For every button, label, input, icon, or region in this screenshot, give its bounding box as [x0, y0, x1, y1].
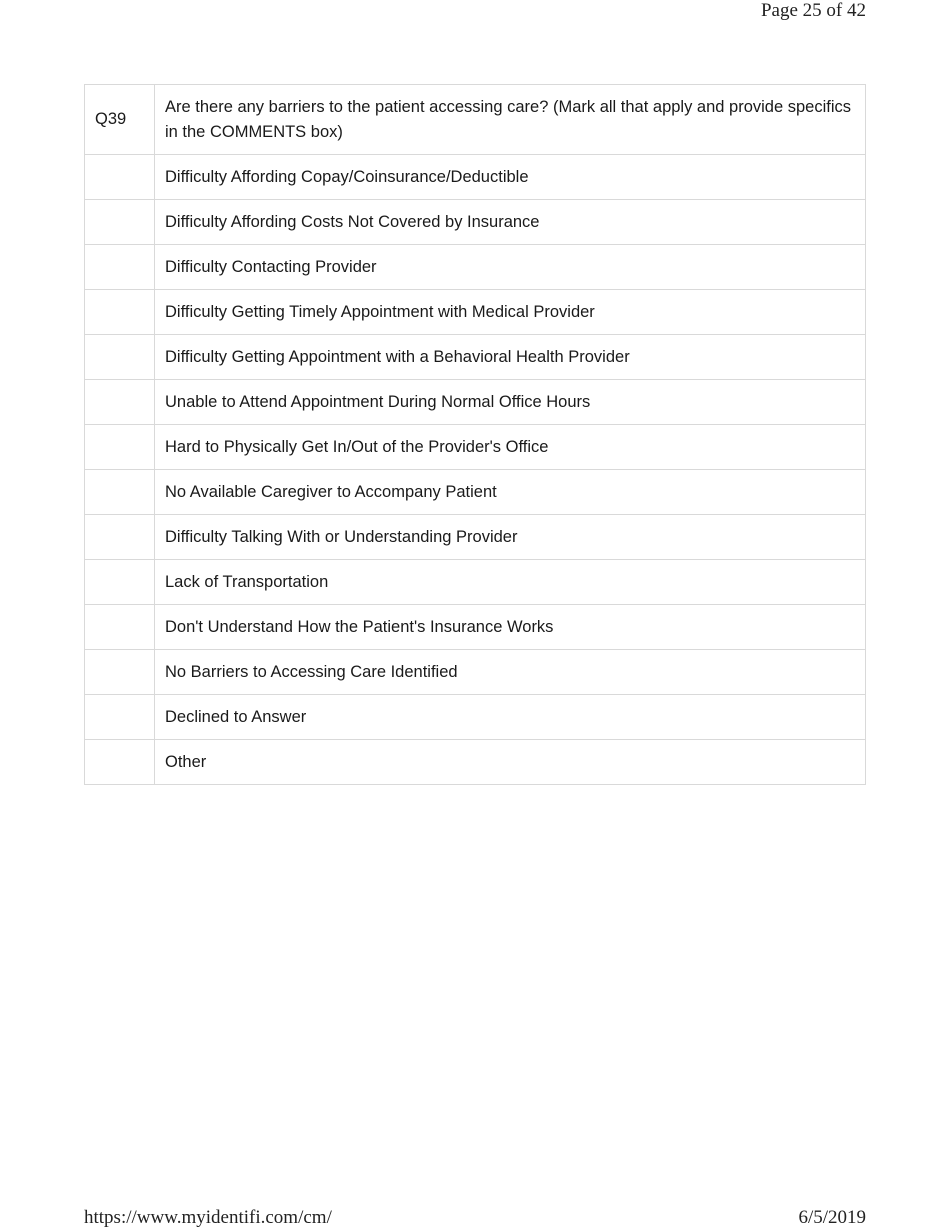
answer-option-row[interactable] [85, 380, 866, 425]
answer-option-row[interactable] [85, 470, 866, 515]
answer-option-row[interactable] [85, 200, 866, 245]
answer-option-row[interactable] [85, 155, 866, 200]
answer-option-label: Hard to Physically Get In/Out of the Provider's Office [155, 425, 866, 470]
option-marker-cell [85, 155, 155, 200]
option-marker-cell [85, 290, 155, 335]
answer-option-row[interactable] [85, 560, 866, 605]
answer-option-row[interactable] [85, 650, 866, 695]
answer-option-label: No Available Caregiver to Accompany Patient [155, 470, 866, 515]
question-row [85, 85, 866, 155]
option-marker-cell [85, 200, 155, 245]
answer-option-label: Difficulty Affording Costs Not Covered by Insurance [155, 200, 866, 245]
option-marker-cell [85, 515, 155, 560]
option-marker-cell [85, 740, 155, 785]
question-table [84, 84, 866, 785]
option-marker-cell [85, 425, 155, 470]
option-marker-cell [85, 335, 155, 380]
option-marker-cell [85, 695, 155, 740]
answer-option-row[interactable] [85, 515, 866, 560]
answer-option-row[interactable] [85, 740, 866, 785]
option-marker-cell [85, 650, 155, 695]
answer-option-label: Unable to Attend Appointment During Normal Office Hours [155, 380, 866, 425]
answer-option-row[interactable] [85, 695, 866, 740]
answer-option-label: Other [155, 740, 866, 785]
answer-option-label: Don't Understand How the Patient's Insurance Works [155, 605, 866, 650]
option-marker-cell [85, 605, 155, 650]
answer-option-label: Difficulty Affording Copay/Coinsurance/Deductible [155, 155, 866, 200]
answer-option-label: Difficulty Getting Timely Appointment with Medical Provider [155, 290, 866, 335]
footer-date: 6/5/2019 [798, 1207, 866, 1228]
option-marker-cell [85, 380, 155, 425]
answer-option-label: Declined to Answer [155, 695, 866, 740]
question-text: Are there any barriers to the patient accessing care? (Mark all that apply and provide specifics in the COMMENTS box) [155, 85, 866, 155]
answer-option-row[interactable] [85, 425, 866, 470]
footer-url: https://www.myidentifi.com/cm/ [84, 1207, 332, 1228]
answer-option-row[interactable] [85, 605, 866, 650]
option-marker-cell [85, 245, 155, 290]
question-number: Q39 [85, 85, 155, 155]
answer-option-row[interactable] [85, 245, 866, 290]
answer-option-label: Difficulty Getting Appointment with a Behavioral Health Provider [155, 335, 866, 380]
answer-option-label: Lack of Transportation [155, 560, 866, 605]
option-marker-cell [85, 560, 155, 605]
answer-option-label: No Barriers to Accessing Care Identified [155, 650, 866, 695]
answer-option-row[interactable] [85, 290, 866, 335]
answer-option-row[interactable] [85, 335, 866, 380]
page-number: Page 25 of 42 [760, 0, 866, 21]
option-marker-cell [85, 470, 155, 515]
answer-option-label: Difficulty Talking With or Understanding Provider [155, 515, 866, 560]
answer-option-label: Difficulty Contacting Provider [155, 245, 866, 290]
